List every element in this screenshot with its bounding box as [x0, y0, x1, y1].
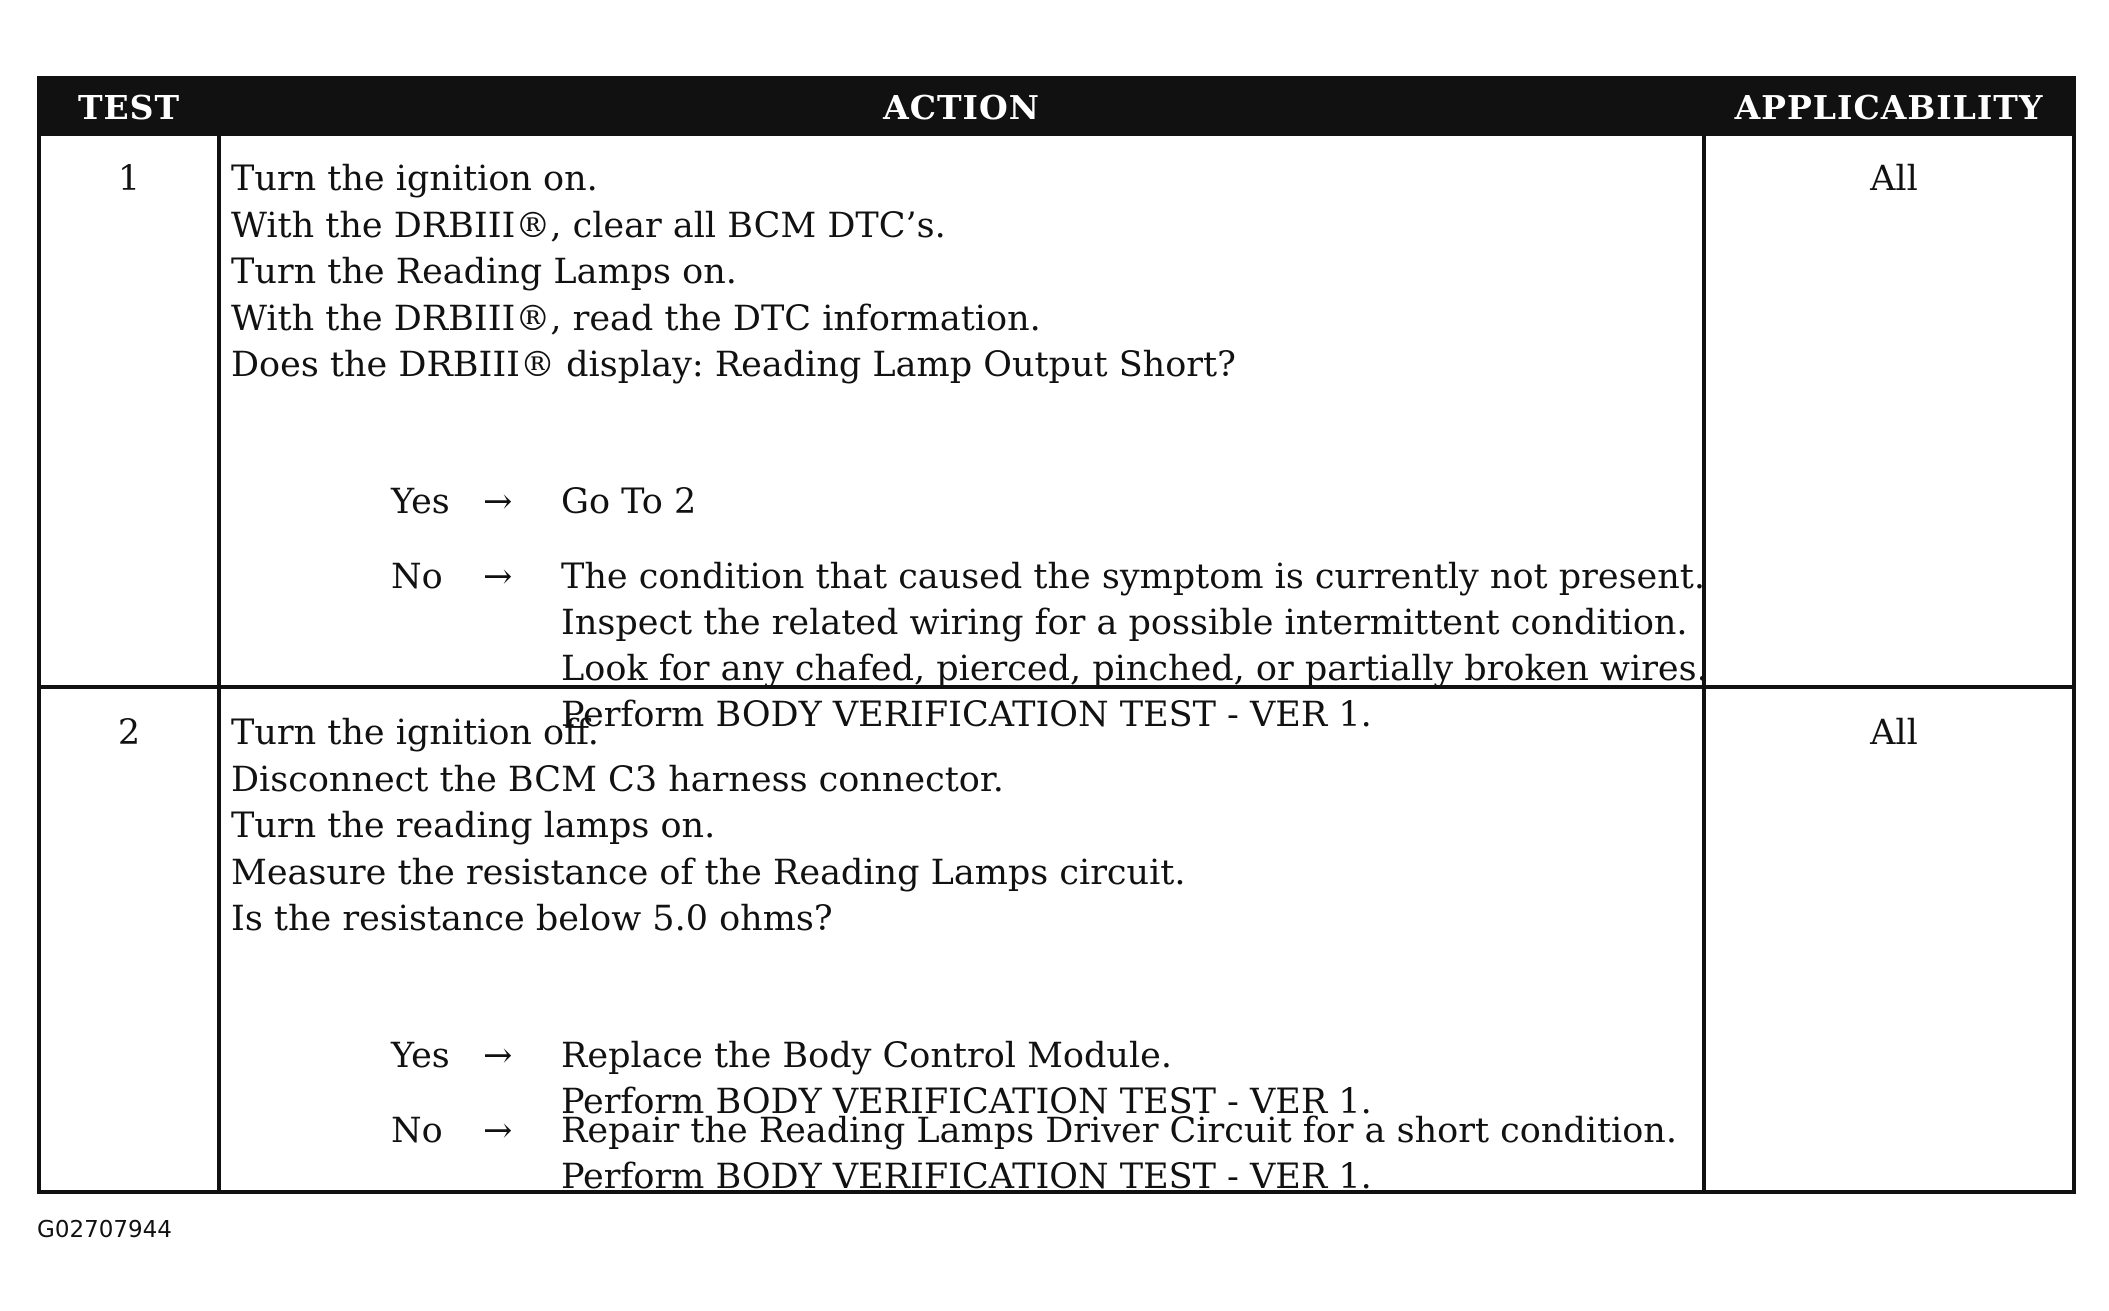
applicability-value: All [1870, 159, 1918, 199]
response-line: Perform BODY VERIFICATION TEST - VER 1. [561, 1157, 1372, 1197]
right-arrow-icon: → [483, 557, 513, 597]
yes-label: Yes [391, 1036, 450, 1076]
yes-label: Yes [391, 482, 450, 522]
right-arrow-icon: → [483, 482, 513, 522]
no-label: No [391, 1111, 443, 1151]
table-header-row [41, 80, 2072, 136]
response-line: Inspect the related wiring for a possible intermittent condition. [561, 603, 1688, 643]
action-step: Is the resistance below 5.0 ohms? [231, 899, 833, 939]
action-step: Turn the ignition on. [231, 159, 598, 199]
response-line: Replace the Body Control Module. [561, 1036, 1172, 1076]
action-step: With the DRBIII®, clear all BCM DTC’s. [231, 205, 946, 246]
test-number: 2 [117, 713, 141, 753]
figure-id: G02707944 [37, 1217, 172, 1243]
action-step: Disconnect the BCM C3 harness connector. [231, 759, 1004, 800]
action-steps [231, 710, 1185, 943]
response-line: Perform BODY VERIFICATION TEST - VER 1. [561, 1082, 1372, 1122]
header-applicability: APPLICABILITY [1734, 88, 2044, 127]
applicability-value: All [1870, 713, 1918, 753]
response-line: Go To 2 [561, 482, 697, 522]
right-arrow-icon: → [483, 1036, 513, 1076]
action-step: Turn the Reading Lamps on. [231, 252, 737, 292]
response-line: Repair the Reading Lamps Driver Circuit for a short condition. [561, 1111, 1677, 1151]
action-step: Turn the reading lamps on. [231, 806, 716, 846]
right-arrow-icon: → [483, 1111, 513, 1151]
response-line: Perform BODY VERIFICATION TEST - VER 1. [561, 695, 1372, 735]
action-step: Measure the resistance of the Reading Lamps circuit. [231, 852, 1186, 893]
action-step: With the DRBIII®, read the DTC information. [231, 298, 1041, 339]
header-action: ACTION [883, 88, 1040, 127]
no-label: No [391, 557, 443, 597]
action-steps [231, 156, 1236, 389]
diagnostic-test-table [37, 76, 2076, 1197]
action-step: Does the DRBIII® display: Reading Lamp Output Short? [231, 345, 1236, 385]
response-line: Look for any chafed, pierced, pinched, or partially broken wires. [561, 649, 1708, 689]
column-divider [217, 136, 221, 1190]
header-test: TEST [77, 88, 181, 127]
test-number: 1 [117, 159, 141, 199]
response-line: The condition that caused the symptom is currently not present. [561, 557, 1705, 597]
action-step: Turn the ignition off. [231, 713, 599, 753]
